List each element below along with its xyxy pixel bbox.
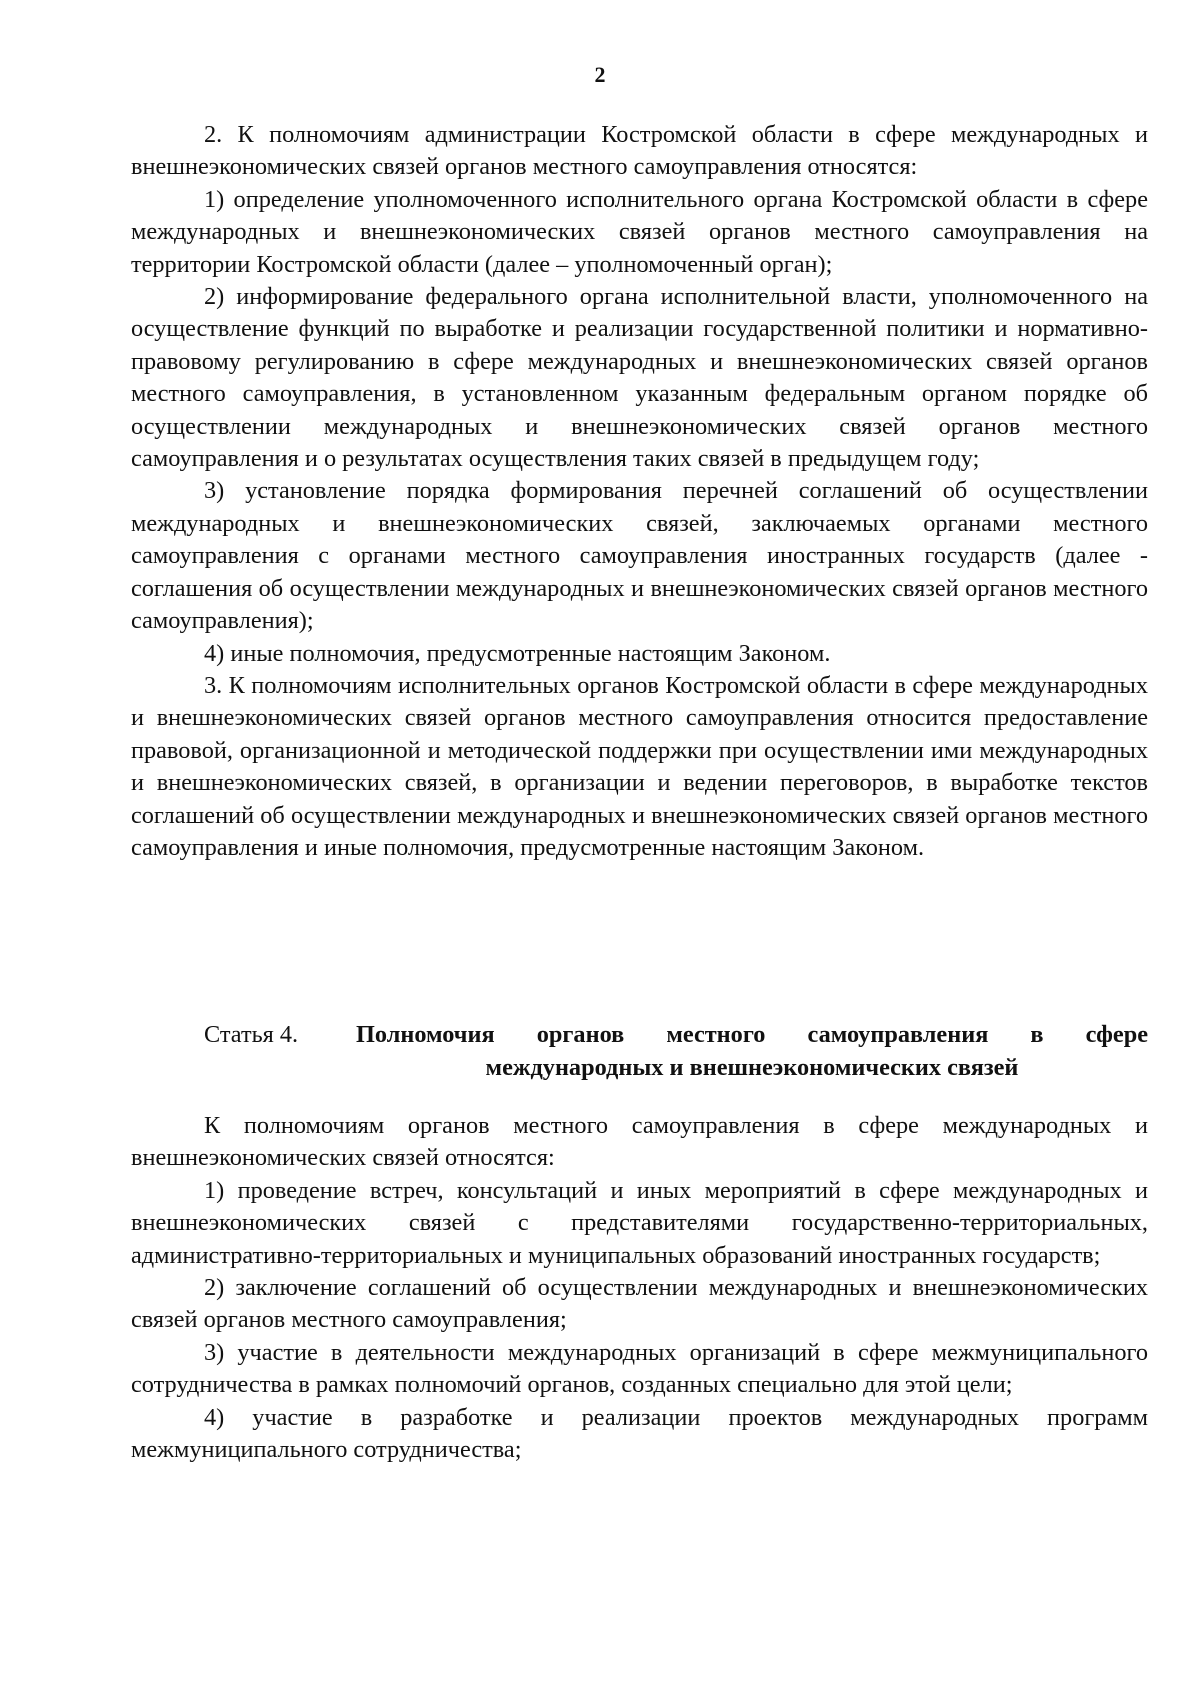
list-item: 4) иные полномочия, предусмотренные настоящим Законом. xyxy=(204,639,831,667)
list-item: 1) определение уполномоченного исполнительного органа Костромской области в сфере международных и внешнеэкономических связей органов местного самоуправления на территории Костромской области (далее – уполномоченный орган); xyxy=(131,185,1148,278)
list-item: 4) участие в разработке и реализации проектов международных программ межмуниципального сотрудничества; xyxy=(131,1403,1148,1464)
paragraph: 2. К полномочиям администрации Костромской области в сфере международных и внешнеэкономических связей органов местного самоуправления относятся: xyxy=(131,121,1148,181)
list-item: 1) проведение встреч, консультаций и иных мероприятий в сфере международных и внешнеэкономических связей с представителями государственно-территориальных, административно-территориальных и муниципальных образований иностранных государств; xyxy=(131,1176,1148,1269)
list-item: 3) установление порядка формирования перечней соглашений об осуществлении международных и внешнеэкономических связей, заключаемых органами местного самоуправления с органами местного самоуправления иностранных государств (далее - соглашения об осуществлении международных и внешнеэкономических связей органов местного самоуправления); xyxy=(131,477,1148,635)
paragraph: 3. К полномочиям исполнительных органов Костромской области в сфере международных и внешнеэкономических связей органов местного самоуправления относится предоставление правовой, организационной и методической поддержки при осуществлении ими международных и внешнеэкономических связей, в организации и ведении переговоров, в выработке текстов соглашений об осуществлении международных и внешнеэкономических связей органов местного самоуправления и иные полномочия, предусмотренные настоящим Законом. xyxy=(131,671,1148,861)
list-item: 2) информирование федерального органа исполнительной власти, уполномоченного на осуществление функций по выработке и реализации государственной политики и нормативно-правовому регулированию в сфере международных и внешнеэкономических связей органов местного самоуправления, в установленном указанным федеральным органом порядке об осуществлении международных и внешнеэкономических связей органов местного самоуправления и о результатах осуществления таких связей в предыдущем году; xyxy=(131,283,1148,473)
paragraph: К полномочиям органов местного самоуправления в сфере международных и внешнеэкономических связей относятся: xyxy=(131,1112,1148,1172)
article-3-continuation xyxy=(131,119,1148,864)
list-item: 3) участие в деятельности международных организаций в сфере межмуниципального сотрудничества в рамках полномочий органов, созданных специально для этой цели; xyxy=(131,1338,1148,1399)
list-item: 2) заключение соглашений об осуществлении международных и внешнеэкономических связей органов местного самоуправления; xyxy=(131,1274,1148,1334)
article-title: Полномочия органов местного самоуправления в сфере международных и внешнеэкономических связей xyxy=(356,1021,1148,1081)
article-4-heading xyxy=(131,1018,1148,1084)
page-number: 2 xyxy=(594,62,606,87)
article-4-body xyxy=(131,1110,1148,1466)
article-label: Статья 4. xyxy=(204,1021,299,1048)
